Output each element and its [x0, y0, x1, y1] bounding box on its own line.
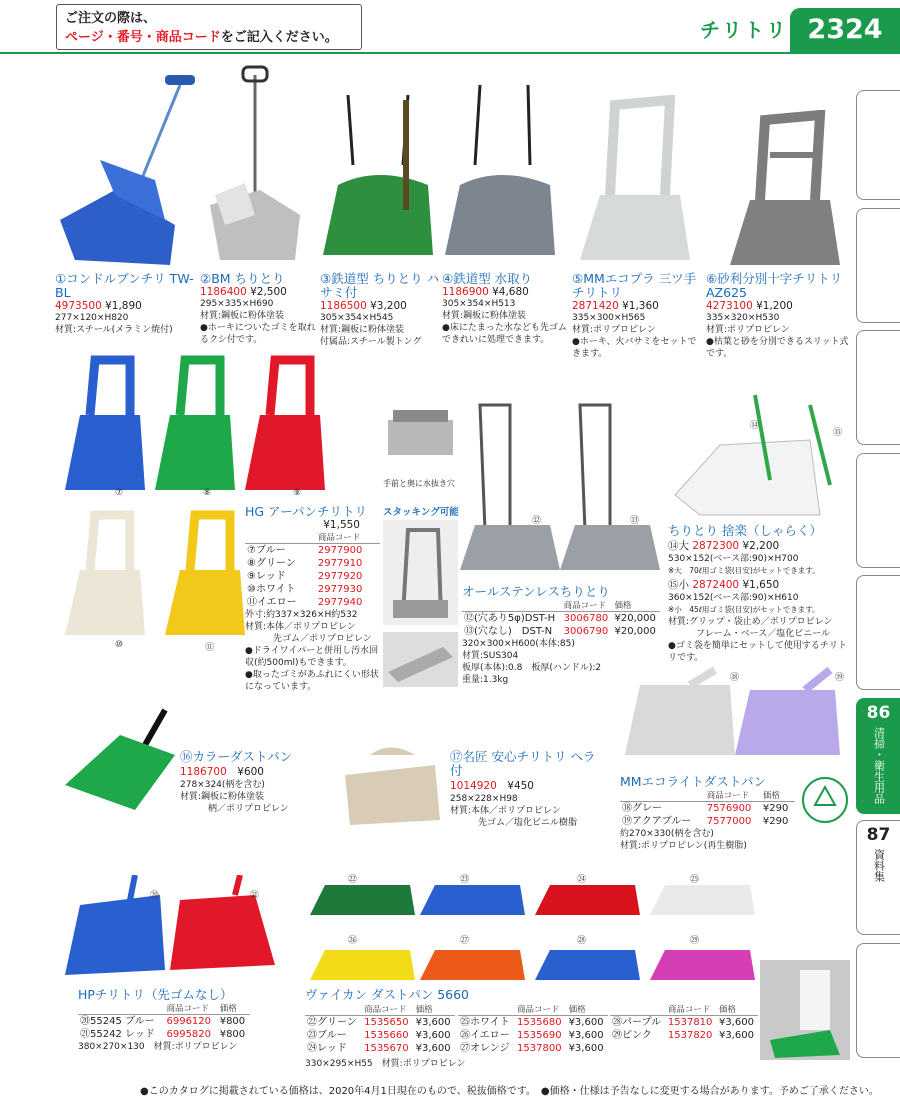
category-title: チリトリ [700, 18, 788, 42]
recycle-mark-icon [800, 775, 850, 835]
side-tab-blank-3[interactable] [856, 330, 900, 445]
side-tab-blank-1[interactable] [856, 90, 900, 200]
dustpan-railway-tong-image [318, 85, 438, 265]
product-sharaku: ちりとり 捨楽（しゃらく） ⑭大 2872300 ¥2,200 530×152(ベース部:90)×H700 ※大 70ℓ用ゴミ袋(目安)がセットできます。 ⑮小 2872400 ¥1,650 360×152(ベース部:90)×H610 ※小 45ℓ用ゴミ袋(目安)がセットできます。 材質:グリップ・袋止め／ポリプロピレン フレーム・ベース／塩化ビニール ●ゴミ袋を簡単にセットして使用するチリトリです。 [668, 524, 853, 664]
product-code: 1014920 [450, 780, 497, 792]
num-27: ㉗ [460, 936, 470, 946]
product-weight: 重量:1.3kg [462, 675, 509, 685]
product-price: ¥1,550 [323, 519, 360, 531]
product-price: ¥450 [507, 780, 534, 792]
product-note: ●ゴミ袋を簡単にセットして使用するチリトリです。 [668, 641, 847, 663]
table-row: ㉘パープル 1537810 ¥3,600 [612, 1017, 754, 1028]
side-tab-blank-4[interactable] [856, 453, 900, 568]
product-note: ●ホーキについたゴミを取れるクシ付です。 [200, 323, 316, 345]
table-row: ㉖イエロー 1535690 ¥3,600 [460, 1030, 604, 1041]
side-tab-cleaning[interactable] [856, 698, 900, 814]
num-22: ㉒ [348, 875, 358, 885]
product-material: 材質:ポリプロピレン [706, 325, 790, 335]
table-row: ⑧グリーン 2977910 [247, 558, 363, 569]
product-title: ②BM ちりとり [200, 271, 285, 286]
product-title: ⑯カラーダストパン [180, 749, 293, 764]
product-size: 外寸:約337×326×H約532 [245, 610, 358, 620]
side-tab-blank-2[interactable] [856, 208, 900, 323]
product-4 [442, 272, 567, 346]
product-code: 4273100 [706, 300, 753, 312]
vikan-col-3: 商品コード 価格 ㉘パープル 1537810 ¥3,600 ㉙ピンク 1537820 ¥3,600 [610, 1003, 758, 1042]
product-6 [706, 272, 851, 360]
product-title: HPチリトリ（先ゴムなし） [78, 987, 233, 1002]
product-material: 材質:SUS304 [462, 651, 519, 661]
side-tab-blank-6[interactable] [856, 943, 900, 1058]
stainless-dustpans-image [460, 400, 665, 580]
num-18: ⑱ [730, 673, 740, 683]
vikan-usage-photo [760, 960, 850, 1060]
table-row: ⑦ブルー 2977900 [247, 545, 363, 556]
product-size-small: 360×152(ベース部:90)×H610 [668, 593, 799, 603]
product-2 [200, 272, 318, 346]
num-24: ㉔ [577, 875, 587, 885]
num-25: ㉕ [690, 875, 700, 885]
product-material: 材質:鋼板に粉体塗装 [442, 311, 527, 321]
tab-label: 資料集 [872, 849, 886, 882]
product-size: 278×324(柄を含む) [180, 780, 265, 790]
product-material: 材質:鋼板に粉体塗装 [200, 311, 285, 321]
vikan-size-material: 330×295×H55 材質:ポリプロピレン [305, 1059, 466, 1069]
product-size: 258×228×H98 [450, 794, 518, 804]
product-price: ¥600 [237, 766, 264, 778]
num-8: ⑧ [203, 488, 212, 498]
product-size: 305×354×H545 [320, 313, 394, 323]
product-title: オールステンレスちりとり [462, 584, 610, 599]
product-title: ⑰名匠 安心チリトリ へラ付 [450, 749, 596, 778]
product-code: 1186900 [442, 286, 489, 298]
product-16 [180, 750, 330, 815]
notice-emphasis: ページ・番号・商品コード [65, 30, 221, 45]
num-20: ⑳ [150, 891, 160, 901]
header-rule [0, 52, 900, 54]
dustpan-mm-ecopla-image [570, 95, 700, 265]
notice-line1: ご注文の際は、 [65, 11, 157, 26]
product-hg [245, 505, 385, 693]
table-row: ㉓ブルー 1535660 ¥3,600 [307, 1030, 451, 1041]
product-material-2: 先ゴム／ポリプロピレン [273, 634, 372, 644]
product-mm [620, 775, 800, 852]
product-code: 2871420 [572, 300, 619, 312]
num-9: ⑨ [293, 488, 302, 498]
mm-spec-table: 商品コード 価格 ⑱グレー 7576900 ¥290 ⑲アクアブルー 7577000 ¥290 [620, 789, 795, 828]
sharaku-image [670, 385, 855, 520]
table-row: ㉑55242 レッド 6995820 ¥800 [80, 1029, 246, 1040]
num-23: ㉓ [460, 875, 470, 885]
table-row: ⑩ホワイト 2977930 [247, 584, 363, 595]
dustpan-bm-image [200, 65, 310, 265]
table-row: ⑫(穴あり5φ)DST-H 3006780 ¥20,000 [464, 613, 656, 624]
stack-label: スタッキング可能 [383, 507, 459, 518]
stainless-top-image [383, 405, 458, 475]
product-price: ¥4,680 [492, 286, 529, 298]
stainless-spec-table: 商品コード 価格 ⑫(穴あり5φ)DST-H 3006780 ¥20,000 ⑬(穴なし) DST-N 3006790 ¥20,000 [462, 599, 660, 638]
vikan-col-2: 商品コード 価格 ㉕ホワイト 1535680 ¥3,600 ㉖イエロー 1535690 ¥3,600 ㉗オレンジ 1537800 ¥3,600 [458, 1003, 608, 1055]
dustpan-railway-water-image [440, 75, 560, 265]
side-tab-blank-5[interactable] [856, 575, 900, 690]
product-17 [450, 750, 600, 829]
product-size: 295×335×H690 [200, 299, 274, 309]
vikan-col-1: 商品コード 価格 ㉒グリーン 1535650 ¥3,600 ㉓ブルー 1535660 ¥3,600 ㉔レッド 1535670 ¥3,600 [305, 1003, 455, 1055]
product-material-2: 柄／ポリプロピレン [208, 804, 289, 814]
dustpan-condor-image [55, 70, 200, 265]
num-14: ⑭ [750, 421, 760, 431]
product-3 [320, 272, 440, 348]
product-material: 材質:グリップ・袋止め／ポリプロピレン [668, 617, 833, 627]
product-title: ヴァイカン ダストパン 5660 [305, 987, 470, 1002]
table-row: ㉙ピンク 1537820 ¥3,600 [612, 1030, 754, 1041]
product-material: 材質:スチール(メラミン焼付) [55, 325, 173, 335]
table-row: ⑪イエロー 2977940 [247, 597, 363, 608]
product-hp [78, 988, 298, 1053]
product-size: 335×320×H530 [706, 313, 780, 323]
product-title: ⑥砂利分別十字チリトリ AZ625 [706, 271, 843, 300]
product-material: 材質:ポリプロピレン(再生樹脂) [620, 841, 747, 851]
product-title: ⑤MMエコプラ 三ツ手チリトリ [572, 271, 697, 300]
num-26: ㉖ [348, 936, 358, 946]
hg-spec-table [245, 531, 380, 609]
hp-spec-table: 商品コード 価格 ⑳55245 ブルー 6996120 ¥800 ㉑55242 レッド 6995820 ¥800 [78, 1002, 250, 1041]
product-note: ●ドライワイパーと併用し汚水回収(約500ml)もできます。 [245, 646, 379, 668]
table-row: ㉒グリーン 1535650 ¥3,600 [307, 1017, 451, 1028]
product-material: 材質:本体／ポリプロピレン [450, 806, 561, 816]
product-title: MMエコライトダストパン [620, 774, 766, 789]
num-15: ⑮ [833, 428, 843, 438]
product-note-small: ※小 45ℓ用ゴミ袋(目安)がセットできます。 [668, 605, 820, 614]
tab-number: 87 [866, 825, 891, 845]
product-note: ●床にたまった水なども先ゴムできれいに処理できます。 [442, 323, 567, 345]
product-material: 材質:鋼板に粉体塗装 [180, 792, 265, 802]
product-note: ●ホーキ、火バサミをセットできます。 [572, 337, 697, 359]
notice-rest: をご記入ください。 [220, 30, 338, 45]
product-note: ●枯葉と砂を分別できるスリット式です。 [706, 337, 849, 359]
num-12: ⑫ [532, 516, 542, 526]
product-price: ¥1,360 [622, 300, 659, 312]
num-11: ⑪ [205, 643, 215, 653]
product-note-large: ※大 70ℓ用ゴミ袋(目安)がセットできます。 [668, 566, 820, 575]
product-price: ¥2,500 [250, 286, 287, 298]
product-size: 277×120×H820 [55, 313, 129, 323]
table-row: ⑳55245 ブルー 6996120 ¥800 [80, 1016, 246, 1027]
product-thickness: 板厚(本体):0.8 板厚(ハンドル):2 [462, 663, 602, 673]
product-title: HG アーパンチリトリ [245, 504, 368, 519]
num-10: ⑩ [115, 640, 124, 650]
product-title: ちりとり 捨楽（しゃらく） [668, 523, 822, 538]
color-dustpan-image [60, 705, 180, 815]
takumi-dustpan-image [340, 735, 445, 830]
product-title: ③鉄道型 ちりとり ハサミ付 [320, 271, 440, 300]
num-13: ⑬ [630, 516, 640, 526]
product-price: ¥3,200 [370, 300, 407, 312]
product-1 [55, 272, 195, 336]
table-row: ⑱グレー 7576900 ¥290 [622, 803, 789, 814]
product-price: ¥1,890 [105, 300, 142, 312]
product-material: 材質:鋼板に粉体塗装 [320, 325, 405, 335]
product-code: 1186500 [320, 300, 367, 312]
tab-number: 86 [866, 703, 891, 723]
num-19: ⑲ [835, 673, 845, 683]
num-7: ⑦ [115, 488, 124, 498]
num-21: ㉑ [250, 891, 260, 901]
order-notice [56, 4, 362, 50]
product-5 [572, 272, 702, 360]
product-size: 305×354×H513 [442, 299, 516, 309]
stainless-stack-image [383, 520, 458, 625]
product-note-2: ●取ったゴミがあふれにくい形状になっています。 [245, 670, 379, 692]
product-size: 320×300×H600(本体:85) [462, 639, 575, 649]
product-code: 4973500 [55, 300, 102, 312]
product-price: ¥1,200 [756, 300, 793, 312]
table-row: ⑬(穴なし) DST-N 3006790 ¥20,000 [464, 626, 656, 637]
product-size-large: 530×152(ベース部:90)×H700 [668, 554, 799, 564]
product-code: 1186700 [180, 766, 227, 778]
table-row: ㉔レッド 1535670 ¥3,600 [307, 1043, 451, 1054]
product-material-2: フレーム・ベース／塩化ビニール [696, 629, 831, 639]
product-size: 335×300×H565 [572, 313, 646, 323]
table-row: ⑨レッド 2977920 [247, 571, 363, 582]
col-header-code: 商品コード [316, 531, 380, 544]
product-title: ①コンドルブンチリ TW-BL [55, 271, 194, 300]
table-row: ⑲アクアブルー 7577000 ¥290 [622, 816, 789, 827]
table-row: ㉗オレンジ 1537800 ¥3,600 [460, 1043, 604, 1054]
product-title: ④鉄道型 水取り [442, 271, 533, 286]
vikan-dustpans-image [305, 870, 755, 985]
footer-note: ●このカタログに掲載されている価格は、2020年4月1日現在のもので、税抜価格です。 ●価格・仕様は予告なしに変更する場合があります。予めご了承ください。 [140, 1086, 879, 1097]
num-29: ㉙ [690, 936, 700, 946]
num-28: ㉘ [577, 936, 587, 946]
product-accessory: 付属品:スチール製トング [320, 337, 422, 347]
product-code: 1186400 [200, 286, 247, 298]
product-vikan [305, 988, 755, 1002]
dustpan-gravel-image [715, 110, 850, 270]
side-tab-reference[interactable] [856, 820, 900, 935]
product-material-2: 先ゴム／塩化ビニル樹脂 [478, 818, 578, 828]
product-size-material: 380×270×130 材質:ポリプロピレン [78, 1042, 238, 1052]
tab-label: 清掃・衛生用品 [872, 727, 886, 804]
stainless-edge-image [383, 632, 458, 687]
stack-caption: 手前と奥に水抜き穴 [383, 479, 455, 488]
product-material: 材質:ポリプロピレン [572, 325, 656, 335]
table-row: ㉕ホワイト 1535680 ¥3,600 [460, 1017, 604, 1028]
page-number: 2324 [790, 8, 900, 52]
product-size: 約270×330(柄を含む) [620, 829, 714, 839]
product-material: 材質:本体／ポリプロピレン [245, 622, 356, 632]
